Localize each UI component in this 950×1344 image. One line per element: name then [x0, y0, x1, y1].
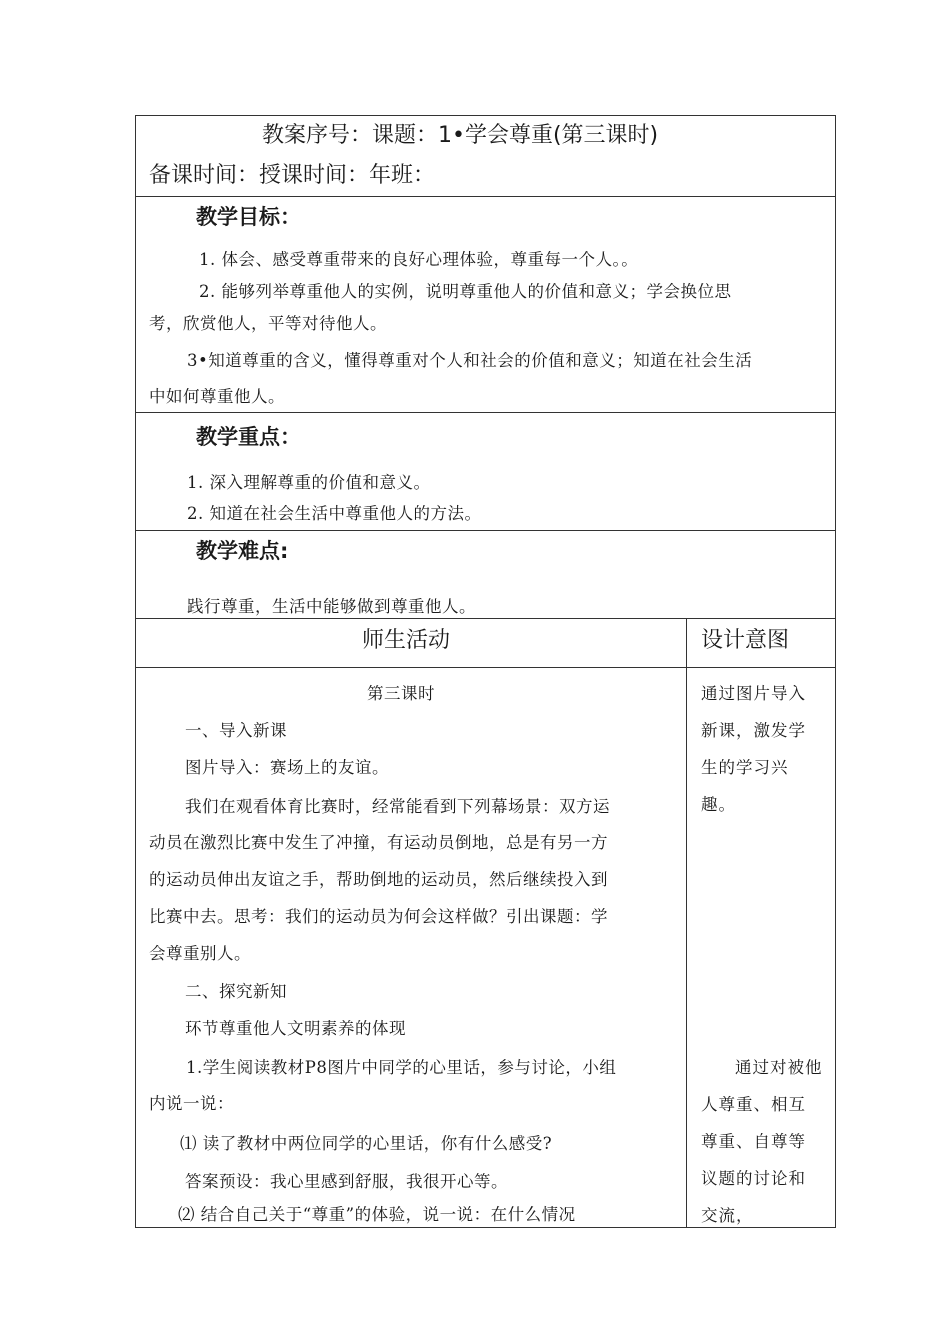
activity-line: 图片导入：赛场上的友谊。: [185, 758, 389, 777]
activity-line: 答案预设：我心里感到舒服，我很开心等。: [185, 1172, 508, 1191]
activity-line: 第三课时: [367, 684, 435, 703]
design-line: 人尊重、相互: [701, 1095, 806, 1114]
objective-line: 中如何尊重他人。: [149, 387, 285, 406]
activity-line: 比赛中去。思考：我们的运动员为何会这样做？引出课题：学: [149, 907, 608, 926]
objective-line: 1. 体会、感受尊重带来的良好心理体验，尊重每一个人。。: [199, 250, 639, 269]
divider-column-header: [135, 667, 836, 668]
objective-line: 3•知道尊重的含义，懂得尊重对个人和社会的价值和意义；知道在社会生活: [187, 351, 753, 370]
divider-keypoints: [135, 530, 836, 531]
activity-line: 内说一说：: [149, 1094, 234, 1113]
design-line: 新课，激发学: [701, 721, 806, 740]
activity-line: 会尊重别人。: [149, 944, 251, 963]
keypoints-heading: 教学重点：: [196, 425, 301, 449]
divider-difficulties: [135, 618, 836, 619]
activity-line: 我们在观看体育比赛时，经常能看到下列幕场景：双方运: [185, 797, 610, 816]
design-line: 趣。: [701, 795, 736, 814]
design-line: 生的学习兴: [701, 758, 789, 777]
divider-objectives: [135, 412, 836, 413]
objective-line: 考，欣赏他人，平等对待他人。: [149, 314, 387, 333]
design-line: 通过图片导入: [701, 684, 806, 703]
activity-line: 二、探究新知: [185, 982, 287, 1001]
keypoint-line: 1. 深入理解尊重的价值和意义。: [187, 473, 431, 492]
lesson-title: 教案序号：课题：1•学会尊重(第三课时): [262, 123, 659, 148]
difficulties-heading: 教学难点:: [196, 539, 289, 563]
activity-line: ⑵ 结合自己关于“尊重”的体验，说一说：在什么情况: [178, 1205, 576, 1224]
activity-line: 一、导入新课: [185, 721, 287, 740]
activity-line: 环节尊重他人文明素养的体现: [185, 1019, 406, 1038]
design-line: 通过对被他: [735, 1058, 823, 1077]
design-line: 议题的讨论和: [701, 1169, 806, 1188]
design-line: 尊重、自尊等: [701, 1132, 806, 1151]
column-header-activity: 师生活动: [362, 628, 451, 653]
activity-line: 的运动员伸出友谊之手，帮助倒地的运动员，然后继续投入到: [149, 870, 608, 889]
divider-column: [686, 618, 687, 1228]
column-header-design: 设计意图: [701, 628, 790, 653]
design-line: 交流，: [701, 1206, 754, 1225]
lesson-info: 备课时间：授课时间：年班：: [149, 163, 436, 188]
activity-line: ⑴ 读了教材中两位同学的心里话，你有什么感受?: [180, 1134, 553, 1153]
keypoint-line: 2. 知道在社会生活中尊重他人的方法。: [187, 504, 482, 523]
activity-line: 动员在激烈比赛中发生了冲撞，有运动员倒地，总是有另一方: [149, 833, 608, 852]
divider-header: [135, 196, 836, 197]
objective-line: 2. 能够列举尊重他人的实例，说明尊重他人的价值和意义；学会换位思: [199, 282, 732, 301]
objectives-heading: 教学目标：: [196, 205, 301, 229]
activity-line: 1.学生阅读教材P8图片中同学的心里话，参与讨论，小组: [186, 1058, 617, 1077]
difficulties-text: 践行尊重，生活中能够做到尊重他人。: [187, 597, 476, 616]
